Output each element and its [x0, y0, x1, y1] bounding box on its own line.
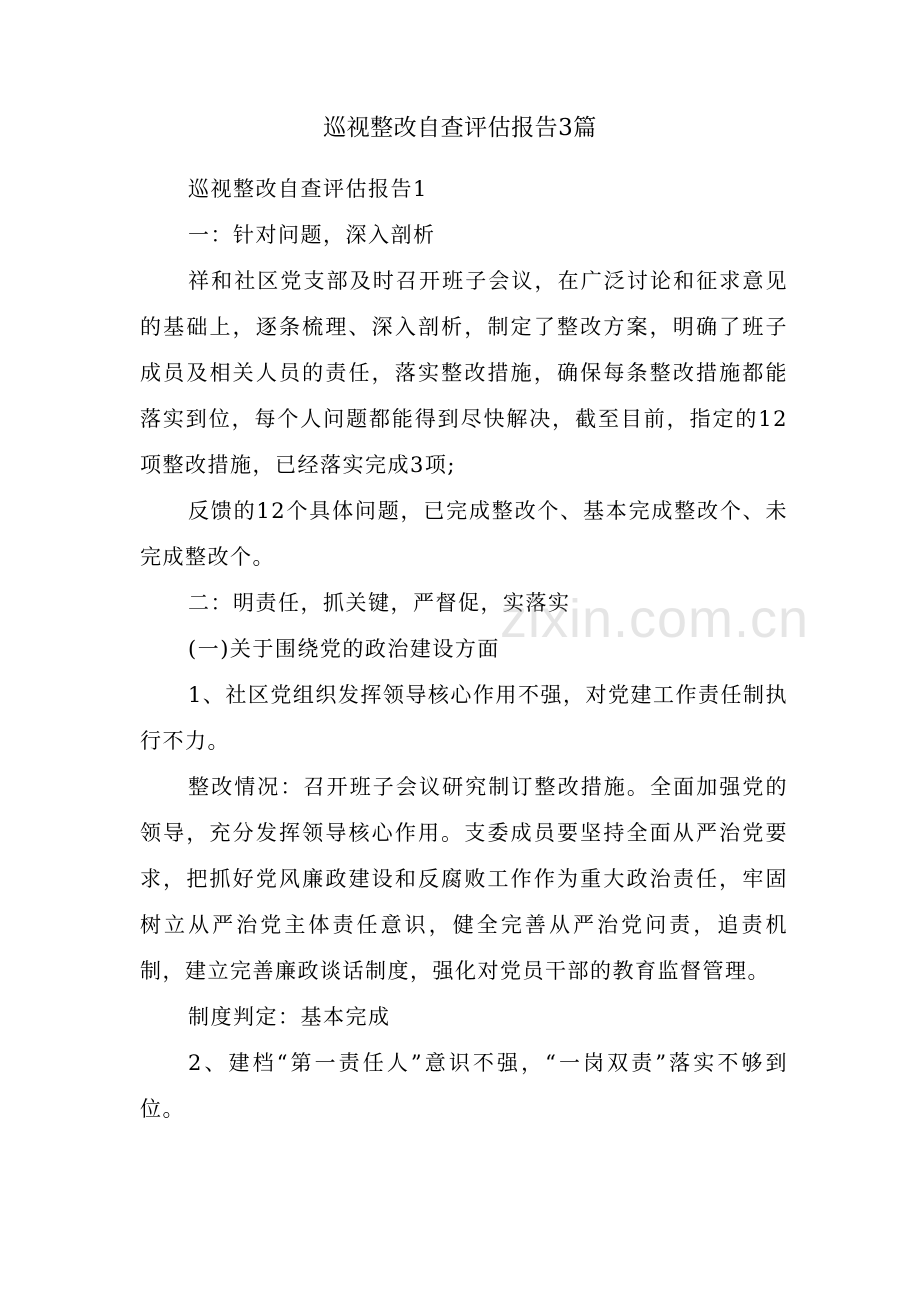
body-paragraph: 整改情况：召开班子会议研究制订整改措施。全面加强党的领导，充分发挥领导核心作用。支委成员要坚持全面从严治党要求，把抓好党风廉政建设和反腐败工作作为重大政治责任，牢固树立从严治党主体责任意识，健全完善从严治党问责，追责机制，建立完善廉政谈话制度，强化对党员干部的教育监督管理。 [140, 775, 788, 983]
issue-item: 2、建档“第一责任人”意识不强，“一岗双责”落实不够到位。 [140, 1051, 788, 1121]
subsection-heading: 一：针对问题，深入剖析 [188, 223, 436, 247]
status-line: 制度判定：基本完成 [188, 1005, 391, 1029]
subsection-heading: 二：明责任，抓关键，严督促，实落实 [188, 591, 571, 615]
section-heading: 巡视整改自查评估报告1 [188, 177, 428, 201]
subsection-heading: (一)关于围绕党的政治建设方面 [188, 637, 500, 661]
issue-item: 1、社区党组织发挥领导核心作用不强，对党建工作责任制执行不力。 [140, 683, 788, 753]
body-paragraph: 祥和社区党支部及时召开班子会议，在广泛讨论和征求意见的基础上，逐条梳理、深入剖析，制定了整改方案，明确了班子成员及相关人员的责任，落实整改措施，确保每条整改措施都能落实到位，每个人问题都能得到尽快解决，截至目前，指定的12项整改措施，已经落实完成3项; [140, 269, 788, 477]
body-paragraph: 反馈的12个具体问题，已完成整改个、基本完成整改个、未完成整改个。 [140, 499, 788, 569]
document-title: 巡视整改自查评估报告3篇 [323, 115, 597, 141]
watermark: zixin.com.cn [500, 589, 810, 649]
document-body [140, 166, 788, 1132]
